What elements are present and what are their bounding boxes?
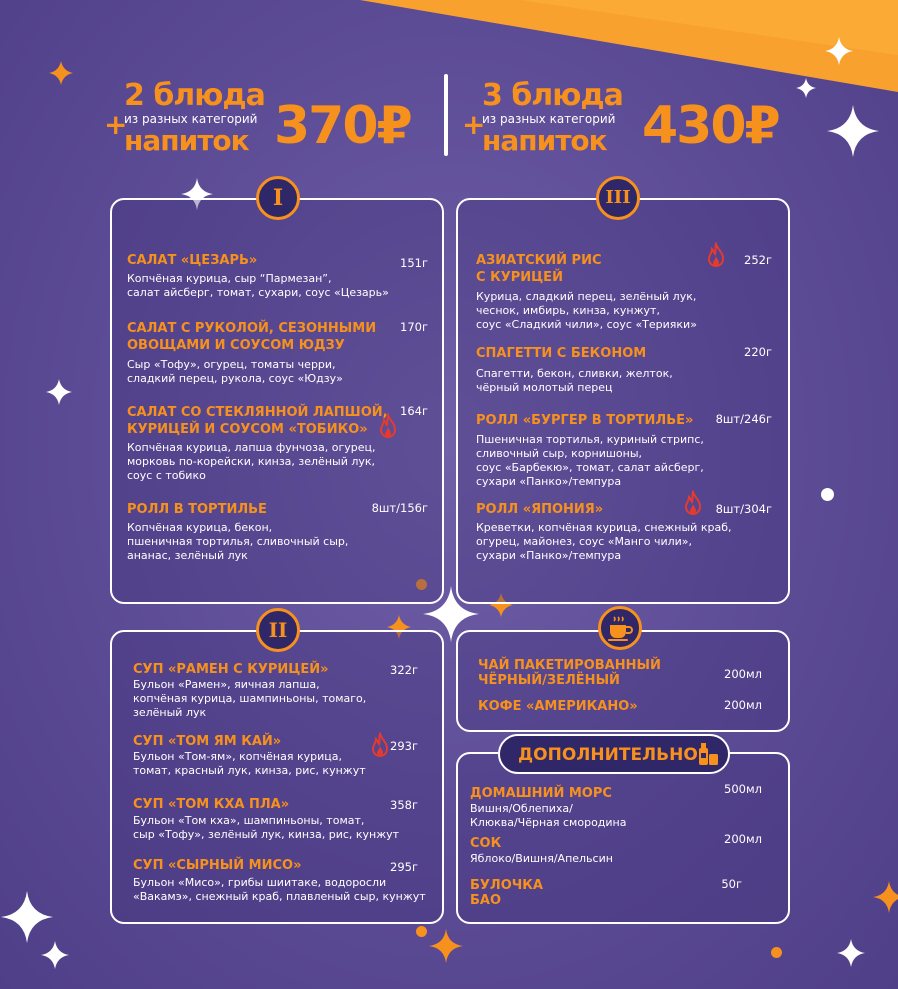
extra-title: СОК — [470, 836, 502, 851]
dish-description: Бульон «Том-ям», копчёная курица, томат, красный лук, кинза, рис, кунжут — [133, 750, 366, 777]
section-badge-2: II — [256, 608, 300, 652]
dish-weight: 293г — [390, 739, 418, 753]
dish-description: Креветки, копчёная курица, снежный краб, огурец, майонез, соус «Манго чили», сухари «Панко»/темпура — [476, 521, 732, 562]
dish-description: Бульон «Рамен», яичная лапша, копчёная курица, шампиньоны, томаго, зелёный лук — [133, 678, 367, 719]
dish-description: Копчёная курица, лапша фунчоза, огурец, морковь по-корейски, кинза, зелёный лук, соус с тобико — [127, 441, 376, 482]
promo-subtitle: из разных категорий — [124, 112, 258, 126]
dish-title: РОЛЛ «БУРГЕР В ТОРТИЛЬЕ» — [476, 413, 694, 428]
bottles-icon — [696, 740, 722, 768]
dish-title: АЗИАТСКИЙ РИС С КУРИЦЕЙ — [476, 253, 602, 285]
dish-title: СУП «РАМЕН С КУРИЦЕЙ» — [133, 662, 329, 677]
section-badge-1: I — [256, 176, 300, 220]
sparkle-icon — [872, 880, 898, 914]
drink-title: КОФЕ «АМЕРИКАНО» — [478, 699, 638, 714]
promo-dishes: 2 блюда — [124, 78, 265, 113]
dish-description: Спагетти, бекон, сливки, желток, чёрный молотый перец — [476, 367, 673, 394]
sparkle-icon — [826, 104, 880, 158]
extras-header-label: ДОПОЛНИТЕЛЬНО — [518, 745, 698, 765]
promo-drink: напиток — [482, 124, 607, 157]
dish-title: САЛАТ СО СТЕКЛЯННОЙ ЛАПШОЙ, КУРИЦЕЙ И СОУСОМ «ТОБИКО» — [127, 405, 388, 437]
dish-title: САЛАТ С РУКОЛОЙ, СЕЗОННЫМИ ОВОЩАМИ И СОУСОМ ЮДЗУ — [127, 321, 377, 353]
dish-weight: 8шт/156г — [371, 501, 428, 515]
extra-weight: 50г — [721, 877, 742, 891]
section-badge-3: III — [596, 176, 640, 220]
extra-description: Яблоко/Вишня/Апельсин — [470, 852, 613, 865]
dot-decoration — [416, 926, 427, 937]
promo-combo-3 — [462, 78, 802, 158]
dish-title: СУП «СЫРНЫЙ МИСО» — [133, 858, 302, 873]
plus-sign: + — [462, 108, 486, 141]
extra-volume: 200мл — [724, 832, 762, 846]
dish-title: СУП «ТОМ ЯМ КАЙ» — [133, 734, 282, 749]
sparkle-icon — [428, 928, 464, 964]
dish-description: Курица, сладкий перец, зелёный лук, чеснок, имбирь, кинза, кунжут, соус «Сладкий чили», соус «Терияки» — [476, 290, 697, 331]
extras-header — [498, 734, 730, 774]
drink-volume: 200мл — [724, 698, 762, 712]
dot-decoration — [821, 488, 834, 501]
dish-description: Копчёная курица, сыр “Пармезан”, салат айсберг, томат, сухари, соус «Цезарь» — [127, 272, 389, 299]
dish-description: Бульон «Мисо», грибы шиитаке, водоросли «Вакамэ», снежный краб, плавленый сыр, кунжут — [133, 876, 426, 903]
dish-description: Пшеничная тортилья, куриный стрипс, сливочный сыр, корнишоны, соус «Барбекю», томат, салат айсберг, сухари «Панко»/темпура — [476, 433, 704, 488]
promo-price: 430₽ — [642, 96, 779, 156]
dish-title: РОЛЛ «ЯПОНИЯ» — [476, 502, 604, 517]
sparkle-icon — [0, 890, 54, 944]
dish-weight: 295г — [390, 860, 418, 874]
promo-combo-2 — [104, 78, 424, 158]
sparkle-icon — [40, 940, 70, 970]
dish-title: СУП «ТОМ КХА ПЛА» — [133, 797, 290, 812]
dish-title: РОЛЛ В ТОРТИЛЬЕ — [127, 502, 267, 517]
coffee-cup-icon — [598, 606, 642, 650]
dish-weight: 8шт/304г — [715, 502, 772, 516]
sparkle-icon — [48, 60, 74, 86]
dish-weight: 151г — [400, 256, 428, 270]
promo-subtitle: из разных категорий — [482, 112, 616, 126]
plus-sign: + — [104, 108, 128, 141]
extra-volume: 500мл — [724, 782, 762, 796]
sparkle-icon — [836, 938, 866, 968]
dish-description: Копчёная курица, бекон, пшеничная тортилья, сливочный сыр, ананас, зелёный лук — [127, 521, 349, 562]
dish-title: САЛАТ «ЦЕЗАРЬ» — [127, 253, 258, 268]
dish-weight: 170г — [400, 320, 428, 334]
promo-drink: напиток — [124, 124, 249, 157]
dish-weight: 220г — [744, 345, 772, 359]
extra-title: БУЛОЧКА БАО — [470, 878, 543, 908]
spicy-fire-icon — [375, 413, 401, 441]
dish-weight: 358г — [390, 798, 418, 812]
promo-dishes: 3 блюда — [482, 78, 623, 113]
dish-description: Бульон «Том кха», шампиньоны, томат, сыр «Тофу», зелёный лук, кинза, рис, кунжут — [133, 814, 400, 841]
sparkle-icon — [45, 378, 73, 406]
sparkle-icon — [824, 36, 854, 66]
dish-description: Сыр «Тофу», огурец, томаты черри, сладкий перец, рукола, соус «Юдзу» — [127, 358, 343, 385]
drink-volume: 200мл — [724, 667, 762, 681]
dish-weight: 322г — [390, 663, 418, 677]
dot-decoration — [771, 947, 782, 958]
dish-weight: 164г — [400, 404, 428, 418]
promo-divider — [444, 74, 448, 156]
drink-title: ЧАЙ ПАКЕТИРОВАННЫЙ ЧЁРНЫЙ/ЗЕЛЁНЫЙ — [478, 658, 661, 688]
dish-title: СПАГЕТТИ С БЕКОНОМ — [476, 346, 647, 361]
extra-description: Вишня/Облепиха/ Клюква/Чёрная смородина — [470, 802, 627, 829]
dish-weight: 252г — [744, 253, 772, 267]
dish-weight: 8шт/246г — [715, 412, 772, 426]
promo-price: 370₽ — [274, 96, 411, 156]
extra-title: ДОМАШНИЙ МОРС — [470, 786, 612, 801]
